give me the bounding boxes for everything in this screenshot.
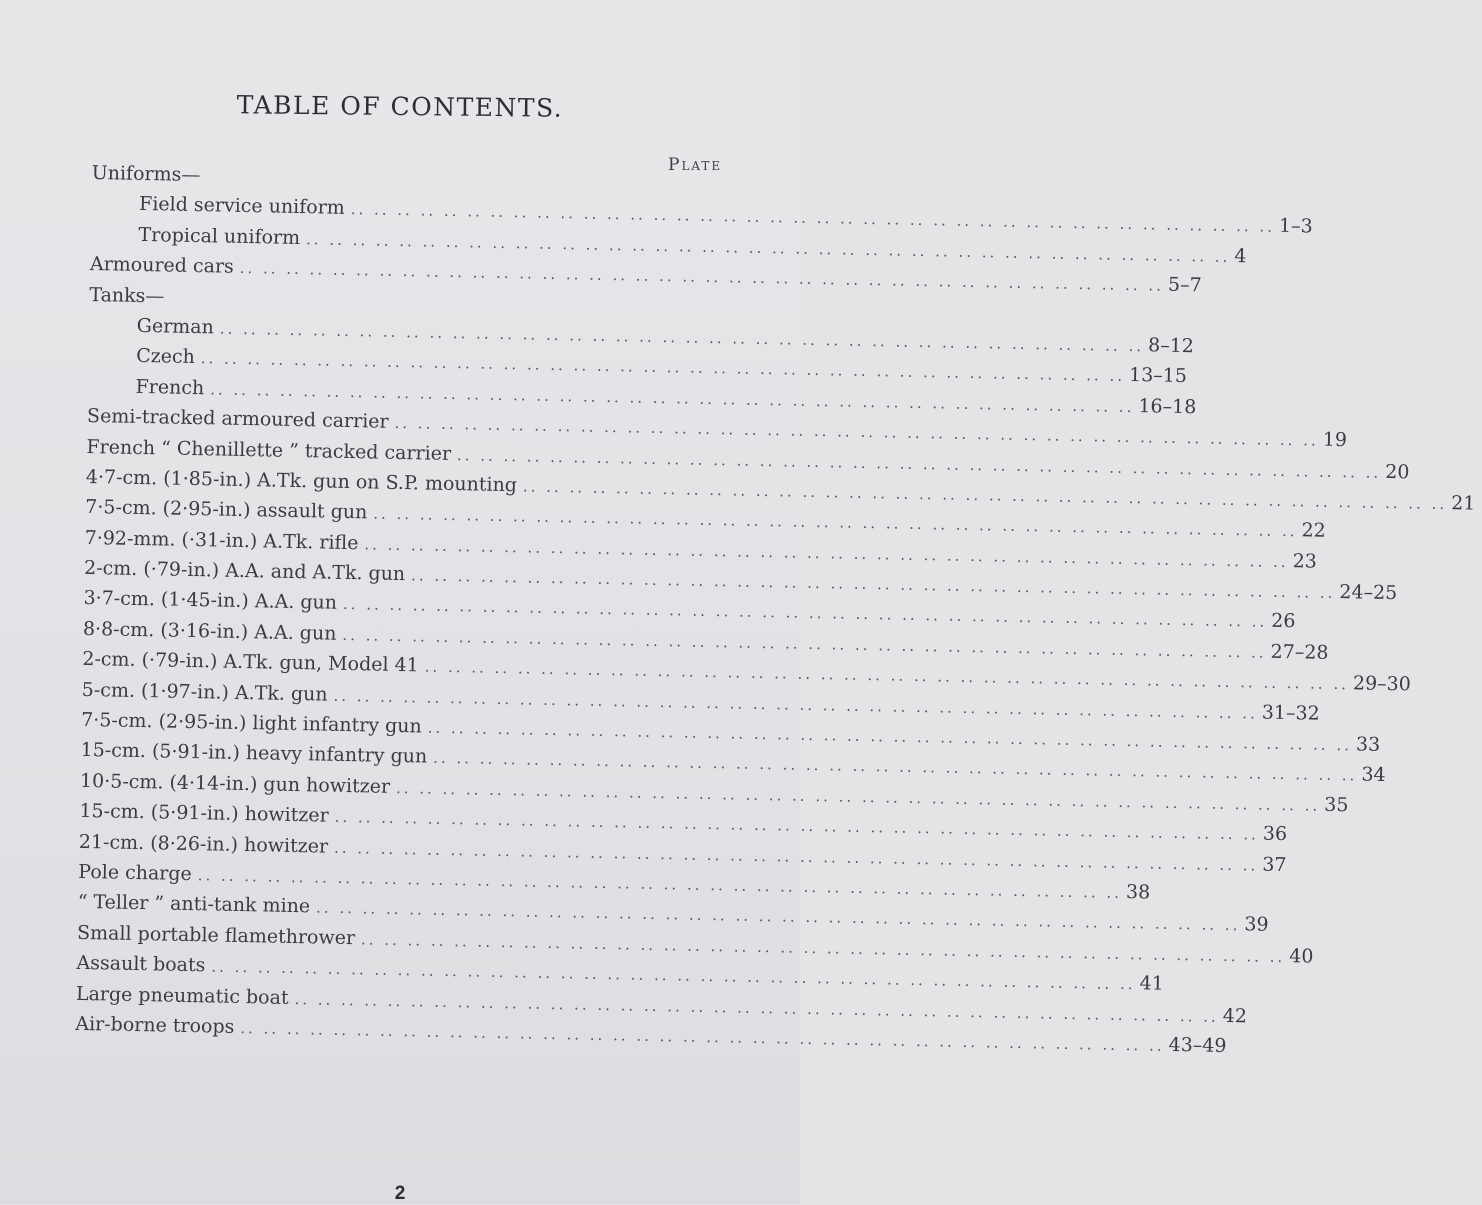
toc-entry-plate: 4 <box>1234 244 1247 267</box>
toc-entry-label: French “ Chenillette ” tracked carrier <box>86 435 452 465</box>
dot-leader: .. .. .. .. .. .. .. .. .. .. .. .. .. .. .. .. .. .. .. .. .. .. .. .. .. .. .. .. .. .. .. .. .. .. .. .. .. .. .. .. <box>210 380 1135 416</box>
dot-leader: .. .. .. .. .. .. .. .. .. .. .. .. .. .. .. .. .. .. .. .. .. .. .. .. .. .. .. .. .. .. .. .. .. .. .. .. .. .. .. .. <box>315 898 1241 935</box>
toc-entry-plate: 33 <box>1355 733 1381 756</box>
dot-leader: .. .. .. .. .. .. .. .. .. .. .. .. .. .. .. .. .. .. .. .. .. .. .. .. .. .. .. .. .. .. .. .. .. .. .. .. .. .. .. .. <box>427 718 1353 755</box>
dot-leader: .. .. .. .. .. .. .. .. .. .. .. .. .. .. .. .. .. .. .. .. .. .. .. .. .. .. .. .. .. .. .. .. .. .. .. .. .. .. .. .. <box>364 534 1289 571</box>
dot-leader: .. .. .. .. .. .. .. .. .. .. .. .. .. .. .. .. .. .. .. .. .. .. .. .. .. .. .. .. .. .. .. .. .. .. .. .. .. .. .. .. <box>197 866 1123 902</box>
toc-entry-plate: 37 <box>1262 853 1287 876</box>
toc-entry-label: Tropical uniform <box>138 223 301 249</box>
dot-leader: .. .. .. .. .. .. .. .. .. .. .. .. .. .. .. .. .. .. .. .. .. .. .. .. .. .. .. .. .. .. .. .. .. .. .. .. .. .. .. .. <box>350 200 1276 237</box>
toc-entry-plate: 40 <box>1289 944 1314 968</box>
dot-leader: .. .. .. .. .. .. .. .. .. .. .. .. .. .. .. .. .. .. .. .. .. .. .. .. .. .. .. .. .. .. .. .. .. .. .. .. .. .. .. .. <box>424 657 1350 694</box>
toc-entry-plate: 27–28 <box>1270 640 1329 664</box>
dot-leader: .. .. .. .. .. .. .. .. .. .. .. .. .. .. .. .. .. .. .. .. .. .. .. .. .. .. .. .. .. .. .. .. .. .. .. .. .. .. .. .. <box>395 778 1321 815</box>
dot-leader: .. .. .. .. .. .. .. .. .. .. .. .. .. .. .. .. .. .. .. .. .. .. .. .. .. .. .. .. .. .. .. .. .. .. .. .. .. .. .. .. <box>333 838 1259 875</box>
toc-entry-plate: 43–49 <box>1168 1033 1227 1057</box>
toc-entry-label: 3·7-cm. (1·45-in.) A.A. gun <box>83 587 338 615</box>
dot-leader: .. .. .. .. .. .. .. .. .. .. .. .. .. .. .. .. .. .. .. .. .. .. .. .. .. .. .. .. .. .. .. .. .. .. .. .. .. .. .. .. <box>305 229 1231 266</box>
toc-entry-plate: 20 <box>1385 460 1410 483</box>
toc-entry-plate: 22 <box>1301 519 1326 543</box>
plate-column-header: Plate <box>668 155 723 175</box>
toc-entry-label: German <box>136 314 215 339</box>
dot-leader: .. .. .. .. .. .. .. .. .. .. .. .. .. .. .. .. .. .. .. .. .. .. .. .. .. .. .. .. .. .. .. .. .. .. .. .. .. .. .. .. <box>219 319 1145 356</box>
dot-leader: .. .. .. .. .. .. .. .. .. .. .. .. .. .. .. .. .. .. .. .. .. .. .. .. .. .. .. .. .. .. .. .. .. .. .. .. .. .. .. .. <box>200 349 1126 386</box>
dot-leader: .. .. .. .. .. .. .. .. .. .. .. .. .. .. .. .. .. .. .. .. .. .. .. .. .. .. .. .. .. .. .. .. .. .. .. .. .. .. .. .. <box>239 259 1165 295</box>
dot-leader: .. .. .. .. .. .. .. .. .. .. .. .. .. .. .. .. .. .. .. .. .. .. .. .. .. .. .. .. .. .. .. .. .. .. .. .. .. .. .. .. <box>240 1018 1165 1055</box>
toc-entry-label: Small portable flamethrower <box>76 921 356 949</box>
toc-entry-plate: 5–7 <box>1167 273 1202 297</box>
dot-leader: .. .. .. .. .. .. .. .. .. .. .. .. .. .. .. .. .. .. .. .. .. .. .. .. .. .. .. .. .. .. .. .. .. .. .. .. .. .. .. .. <box>294 989 1219 1026</box>
contents-list <box>75 158 1476 1057</box>
toc-entry-plate: 23 <box>1292 549 1318 573</box>
toc-entry-label: Armoured cars <box>89 253 234 278</box>
toc-entry-label: Tanks— <box>89 283 165 307</box>
toc-entry-label: Pole charge <box>78 860 192 886</box>
toc-entry-plate: 1–3 <box>1278 215 1313 238</box>
toc-entry-plate: 24–25 <box>1339 581 1398 605</box>
dot-leader: .. .. .. .. .. .. .. .. .. .. .. .. .. .. .. .. .. .. .. .. .. .. .. .. .. .. .. .. .. .. .. .. .. .. .. .. .. .. .. .. <box>456 445 1382 482</box>
toc-entry-label: “ Teller ” anti-tank mine <box>77 891 311 918</box>
toc-entry-label: Assault boats <box>76 952 206 977</box>
toc-entry-plate: 21 <box>1450 492 1476 515</box>
dot-leader: .. .. .. .. .. .. .. .. .. .. .. .. .. .. .. .. .. .. .. .. .. .. .. .. .. .. .. .. .. .. .. .. .. .. .. .. .. .. .. .. <box>333 686 1258 723</box>
toc-entry-plate: 41 <box>1139 972 1165 995</box>
toc-entry-plate: 13–15 <box>1128 364 1188 388</box>
toc-entry-label: 7·92-mm. (·31-in.) A.Tk. rifle <box>84 526 359 554</box>
toc-entry-label: 7·5-cm. (2·95-in.) assault gun <box>85 496 368 524</box>
toc-entry-plate: 36 <box>1262 822 1288 846</box>
toc-entry-label: 7·5-cm. (2·95-in.) light infantry gun <box>80 708 422 738</box>
toc-entry-label: 15-cm. (5·91-in.) howitzer <box>79 800 329 827</box>
toc-entry-label: 8·8-cm. (3·16-in.) A.A. gun <box>82 617 337 645</box>
toc-entry-plate: 42 <box>1222 1004 1248 1027</box>
toc-entry-label: French <box>135 375 205 399</box>
toc-entry-label: 5-cm. (1·97-in.) A.Tk. gun <box>81 678 328 706</box>
toc-entry-plate: 19 <box>1322 428 1348 452</box>
dot-leader: .. .. .. .. .. .. .. .. .. .. .. .. .. .. .. .. .. .. .. .. .. .. .. .. .. .. .. .. .. .. .. .. .. .. .. .. .. .. .. .. <box>522 477 1448 513</box>
toc-entry-plate: 29–30 <box>1352 672 1412 696</box>
page-title: TABLE OF CONTENTS. <box>236 90 564 123</box>
toc-entry-label: 10·5-cm. (4·14-in.) gun howitzer <box>79 769 391 798</box>
toc-entry-label: Uniforms— <box>91 161 201 187</box>
toc-entry-label: 15-cm. (5·91-in.) heavy infantry gun <box>80 739 428 768</box>
toc-entry-label: 4·7-cm. (1·85-in.) A.Tk. gun on S.P. mounting <box>85 465 518 497</box>
toc-entry-label: Large pneumatic boat <box>75 982 289 1009</box>
dot-leader: .. .. .. .. .. .. .. .. .. .. .. .. .. .. .. .. .. .. .. .. .. .. .. .. .. .. .. .. .. .. .. .. .. .. .. .. .. .. .. .. <box>334 807 1260 844</box>
toc-entry-plate: 35 <box>1324 793 1349 817</box>
toc-entry-plate: 38 <box>1125 880 1151 904</box>
toc-entry-label: 2-cm. (·79-in.) A.A. and A.Tk. gun <box>83 557 406 586</box>
dot-leader: .. .. .. .. .. .. .. .. .. .. .. .. .. .. .. .. .. .. .. .. .. .. .. .. .. .. .. .. .. .. .. .. .. .. .. .. .. .. .. .. <box>211 957 1136 994</box>
dot-leader: .. .. .. .. .. .. .. .. .. .. .. .. .. .. .. .. .. .. .. .. .. .. .. .. .. .. .. .. .. .. .. .. .. .. .. .. .. .. .. .. <box>433 749 1358 785</box>
toc-entry-plate: 8–12 <box>1147 334 1195 358</box>
toc-entry-plate: 31–32 <box>1261 701 1320 725</box>
toc-entry-plate: 34 <box>1361 763 1386 787</box>
toc-entry-plate: 26 <box>1271 610 1296 633</box>
dot-leader: .. .. .. .. .. .. .. .. .. .. .. .. .. .. .. .. .. .. .. .. .. .. .. .. .. .. .. .. .. .. .. .. .. .. .. .. .. .. .. .. <box>342 595 1268 632</box>
toc-entry-label: Czech <box>135 345 196 369</box>
page-number: 2 <box>394 1183 406 1204</box>
toc-entry-plate: 16–18 <box>1138 394 1197 418</box>
toc-entry-label: Field service uniform <box>138 193 346 220</box>
dot-leader: .. .. .. .. .. .. .. .. .. .. .. .. .. .. .. .. .. .. .. .. .. .. .. .. .. .. .. .. .. .. .. .. .. .. .. .. .. .. .. .. <box>410 566 1336 603</box>
toc-entry-label: Semi-tracked armoured carrier <box>86 405 389 433</box>
toc-entry-label: Air-borne troops <box>75 1012 235 1038</box>
toc-entry-label: 2-cm. (·79-in.) A.Tk. gun, Model 41 <box>82 648 419 677</box>
dot-leader: .. .. .. .. .. .. .. .. .. .. .. .. .. .. .. .. .. .. .. .. .. .. .. .. .. .. .. .. .. .. .. .. .. .. .. .. .. .. .. .. <box>373 504 1298 541</box>
dot-leader: .. .. .. .. .. .. .. .. .. .. .. .. .. .. .. .. .. .. .. .. .. .. .. .. .. .. .. .. .. .. .. .. .. .. .. .. .. .. .. .. <box>394 413 1319 450</box>
toc-entry-plate: 39 <box>1244 913 1269 937</box>
dot-leader: .. .. .. .. .. .. .. .. .. .. .. .. .. .. .. .. .. .. .. .. .. .. .. .. .. .. .. .. .. .. .. .. .. .. .. .. .. .. .. .. <box>342 625 1267 662</box>
toc-entry-label: 21-cm. (8·26-in.) howitzer <box>78 830 329 858</box>
dot-leader: .. .. .. .. .. .. .. .. .. .. .. .. .. .. .. .. .. .. .. .. .. .. .. .. .. .. .. .. .. .. .. .. .. .. .. .. .. .. .. .. <box>360 930 1286 966</box>
